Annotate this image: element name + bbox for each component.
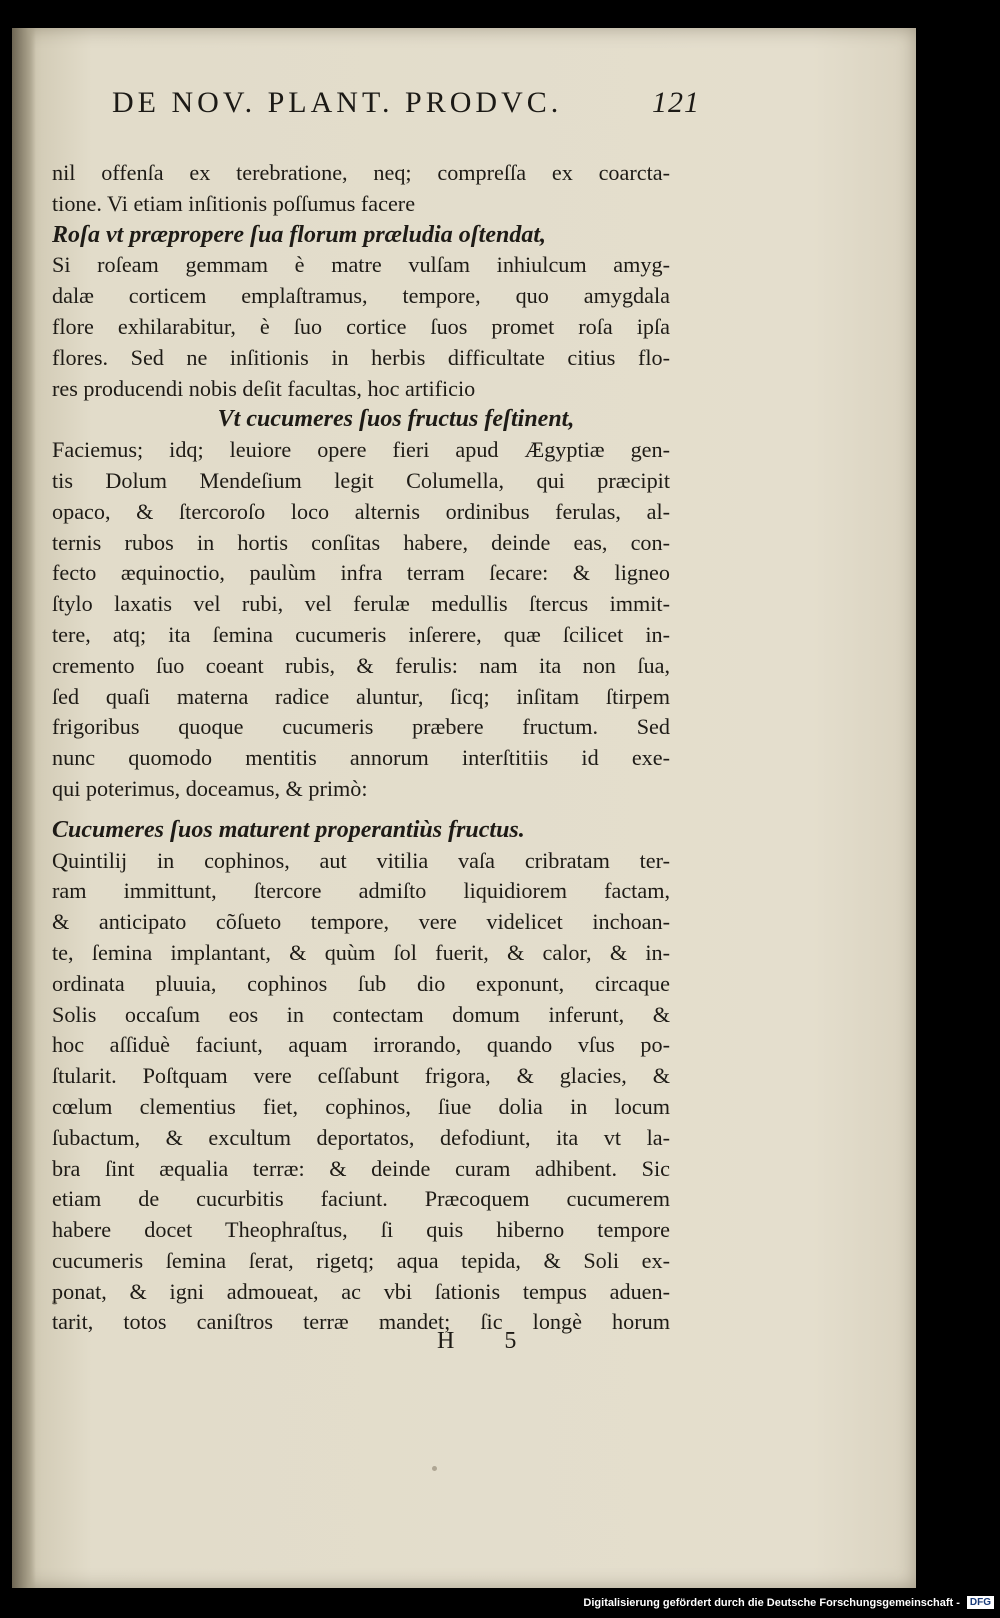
section-heading-line: Vt cucumeres ſuos fructus feſtinent, — [217, 406, 575, 433]
text-line: ponat, & igni admoueat, ac vbi ſationis tempus aduen- — [52, 1278, 670, 1304]
text-line: Quintilij in cophinos, aut vitilia vaſa cribratam ter- — [52, 847, 670, 873]
running-head-title: DE NOV. PLANT. PRODVC. — [112, 86, 563, 119]
text-line: fecto æquinoctio, paulùm infra terram ſecare: & ligneo — [52, 560, 670, 586]
text-line: res producendi nobis deſit facultas, hoc artificio — [52, 375, 476, 401]
text-line: ram immittunt, ſtercore admiſto liquidiorem factam, — [52, 878, 670, 904]
text-line: te, ſemina implantant, & quùm ſol fuerit, & calor, & in- — [52, 939, 670, 965]
text-line: ſubactum, & excultum deportatos, defodiunt, ita vt la- — [52, 1124, 670, 1150]
text-line: tis Dolum Mendeſium legit Columella, qui præcipit — [52, 467, 670, 493]
digitization-footer — [583, 1596, 994, 1609]
running-head — [112, 86, 712, 120]
text-line: habere docet Theophraſtus, ſi quis hiberno tempore — [52, 1217, 670, 1243]
text-line: flores. Sed ne inſitionis in herbis difficultate citius flo- — [52, 344, 670, 370]
text-line: Solis occaſum eos in contectam domum inferunt, & — [52, 1001, 670, 1027]
text-line: flore exhilarabitur, è ſuo cortice ſuos promet roſa ipſa — [52, 313, 670, 339]
text-line: nunc quomodo mentitis annorum interſtitiis id exe- — [52, 745, 670, 771]
text-line: dalæ corticem emplaſtramus, tempore, quo amygdala — [52, 283, 670, 309]
text-line: etiam de cucurbitis faciunt. Præcoquem cucumerem — [52, 1186, 670, 1212]
page-body-text — [52, 158, 670, 1338]
text-line: Faciemus; idq; leuiore opere fieri apud Ægyptiæ gen- — [52, 437, 670, 463]
section-heading-line: Roſa vt præpropere ſua florum præludia oſtendat, — [52, 221, 547, 248]
text-line: opaco, & ſtercoroſo loco alternis ordinibus ferulas, al- — [52, 498, 670, 524]
text-line: ſtularit. Poſtquam vere ceſſabunt frigora, & glacies, & — [52, 1063, 670, 1089]
section-heading-line: Cucumeres ſuos maturent properantiùs fructus. — [52, 816, 525, 843]
text-line: tarit, totos caniſtros terræ mandet; ſic longè horum — [52, 1309, 670, 1335]
text-line: hoc aſſiduè faciunt, aquam irrorando, quando vſus po- — [52, 1032, 670, 1058]
text-line: cœlum clementius fiet, cophinos, ſiue dolia in locum — [52, 1093, 670, 1119]
text-line: cremento ſuo coeant rubis, & ferulis: nam ita non ſua, — [52, 652, 670, 678]
text-line: cucumeris ſemina ſerat, rigetq; aqua tepida, & Soli ex- — [52, 1247, 670, 1273]
paper-speck — [432, 1466, 437, 1471]
text-line: qui poterimus, doceamus, & primò: — [52, 775, 368, 801]
dfg-logo-badge: DFG — [967, 1596, 994, 1609]
text-line: Si roſeam gemmam è matre vulſam inhiulcum amyg- — [52, 252, 670, 278]
text-line: tione. Vi etiam inſitionis poſſumus facere — [52, 190, 416, 216]
page-gutter-shadow — [12, 28, 36, 1588]
text-line: ſed quaſi materna radice aluntur, ſicq; inſitam ſtirpem — [52, 683, 670, 709]
text-line: nil offenſa ex terebratione, neq; compreſſa ex coarcta- — [52, 160, 670, 185]
footer-credit: Digitalisierung gefördert durch die Deutsche Forschungsgemeinschaft — [583, 1596, 954, 1609]
text-line: ordinata pluuia, cophinos ſub dio exponunt, circaque — [52, 970, 670, 996]
text-line: frigoribus quoque cucumeris præbere fructum. Sed — [52, 714, 670, 740]
text-line: bra ſint æqualia terræ: & deinde curam adhibent. Sic — [52, 1155, 670, 1181]
footer-separator: - — [956, 1596, 960, 1609]
text-line: ſtylo laxatis vel rubi, vel ferulæ medullis ſtercus immit- — [52, 591, 670, 617]
signature-mark: H 5 — [437, 1328, 539, 1354]
book-page — [12, 28, 916, 1588]
folio-number: 121 — [652, 86, 700, 119]
text-line: tere, atq; ita ſemina cucumeris inſerere, quæ ſcilicet in- — [52, 621, 670, 647]
text-line: & anticipato cõſueto tempore, vere videlicet inchoan- — [52, 909, 670, 935]
text-line: ternis rubos in hortis conſitas habere, deinde eas, con- — [52, 529, 670, 555]
